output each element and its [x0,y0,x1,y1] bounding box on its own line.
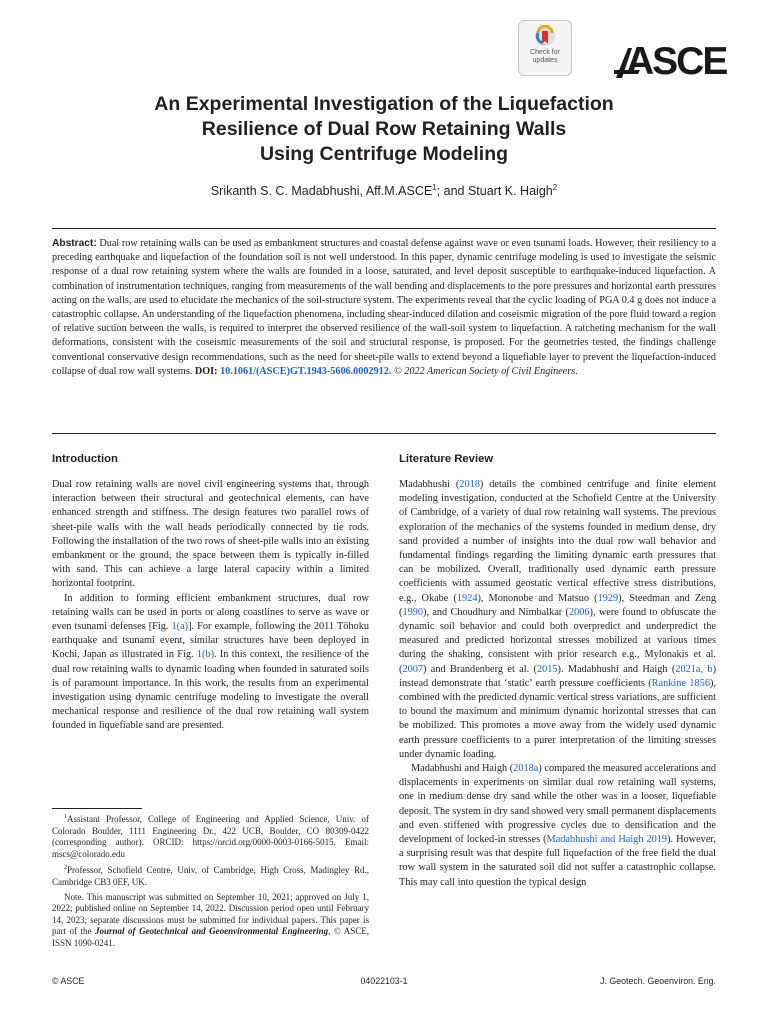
abstract [52,237,716,379]
literature-paragraph-2 [399,762,716,890]
citation-link[interactable]: 1924 [456,592,478,604]
literature-review-heading: Literature Review [399,453,494,465]
left-column [52,452,369,734]
citation-link[interactable]: 2007 [402,663,424,675]
paragraph-text: Madabhushi ( [399,479,460,490]
paragraph-text: ) details the combined centrifuge and finite element modeling investigation, conducted at the Schofield Centre at the University of Cambridge, of a variety of dual row retaining wall systems. The previous exploration of the mechanics of the systems founded in medium dense, dry sand provided a number of insights into the dual row wall behavior and fundamental findings regarding the limiting dynamic earth pressures that can be mobilized. Overall, traditionally used dynamic earth pressure coefficients with assumed geostatic vertical effective stress distributions, e.g., Okabe ( [399,479,716,604]
citation-link[interactable]: 2018 [459,479,480,490]
intro-p2-part-c: . In this context, the resilience of the dual row retaining walls to dynamic loading when founded in saturated soils is of paramount importance. In this work, the results from an experimental investigation using dynamic centrifuge modeling to investigate the overall mechanical response and resilience of the dual row retaining wall system founded in liquefiable sand are presented. [52,649,370,732]
note-text: Note. This manuscript was submitted on September 10, 2021; approved on July 1, 2022; published online on September 14, 2022. Discussion period open until February 14, 2023; separate discussions must be submitted for individual papers. This paper is part of the [52,891,369,937]
journal-name: Journal of Geotechnical and Geoenvironmental Engineering [95,926,329,937]
figure-ref-1b[interactable]: 1(b) [196,649,215,661]
paragraph-text: ), and Choudhury and Nimbalkar ( [423,606,569,618]
footnote-2-mark: 2 [64,865,67,872]
citation-link[interactable]: 2006 [568,606,590,618]
paragraph-text: ), Mononobe and Matsuo ( [477,592,598,604]
footer-publisher: © ASCE [52,976,85,986]
author-1: Srikanth S. C. Madabhushi, Aff.M.ASCE [210,184,433,199]
badge-line-2: updates [532,57,558,64]
abstract-body: Dual row retaining walls can be used as embankment structures and coastal defense against wave or even tsunami loads. However, their resiliency to a preceding earthquake and liquefaction of the foundation soil is not well understood. In this paper, dynamic centrifuge modeling is used to investigate the seismic response of a dual row retaining system where the walls are founded in a loose, saturated, and level deposit susceptible to earthquake-induced liquefaction. A combination of instrumentation techniques, ranging from measurements of the wall bending and displacements to the pore pressures and horizontal earth pressures acting on the walls, are used to elucidate the mechanics of the soil-structure system. The experiments reveal that the cyclic loading of PGA 0.4 g does not induce a catastrophic collapse. An understanding of the liquefaction phenomena, including shear-induced dilation and coseismic migration of the pore fluid toward a region of relative suction between the walls, is required to interpret the observed resilience of the wall-soil system to liquefaction. A ratcheting mechanism for the wall deformations, consistent with the coseismic measurements of the soil and structural response, is proposed. For the geometries tested, the findings challenge conventional conservative design recommendations, such as the need for sheet-pile walls to extend beyond a liquefiable layer to prevent the liquefaction-induced collapse of dual row wall systems. [52,238,716,377]
footnotes [52,812,369,953]
author-list [84,180,684,199]
badge-line-1: Check for [530,49,560,56]
abstract-box [52,228,716,434]
footnote-2 [52,863,369,888]
note-end: , © ASCE, ISSN 1090-0241. [52,926,369,948]
footnote-1-mark: 1 [64,814,67,820]
page-footer [52,975,716,987]
paragraph-text: ) and Brandenberg et al. ( [423,663,537,675]
paragraph-text: ), combined with the predicted dynamic vertical stress variations, are sufficient to bound the maximum and minimum dynamic horizontal stresses that can be mobilized. This promotes a move away from the widely used dynamic earth pressure coefficients to a purer interpretation of the limiting stresses under dynamic loading. [399,677,716,760]
paragraph-text: Madabhushi and Haigh ( [411,763,514,775]
author-separator: ; and [436,184,468,199]
title-line-3: Using Centrifuge Modeling [259,143,509,165]
check-for-updates-badge[interactable] [518,20,572,76]
introduction-heading: Introduction [52,453,118,465]
right-column [399,452,716,890]
manuscript-note [52,892,369,950]
citation-link[interactable]: Madabhushi and Haigh 2019 [546,834,668,846]
asce-logo-text: ASCE [626,40,727,83]
paragraph-text: ), Steedman and Zeng ( [399,592,716,618]
author-2-affiliation-mark[interactable]: 2 [552,183,558,192]
paragraph-text: ) compared the measured accelerations and displacements in experiments on similar dual row retaining wall systems, one in medium dense dry sand while the other was in a looser, liquefiable deposit. The system in dry sand showed very small permanent displacements and even stiffened with progressive cycles due to densification and the development of locked-in stresses ( [399,763,717,846]
doi-link[interactable]: 10.1061/(ASCE)GT.1943-5606.0002912. [220,365,392,377]
bookmark-ribbon-icon [534,25,556,49]
citation-link[interactable]: 1990 [402,606,424,618]
citation-link[interactable]: 2018a [513,763,539,775]
paper-title [84,92,684,167]
paragraph-text: ). However, a surprising result was that despite full liquefaction of the free field the dual row wall system in the saturated soil did not suffer a catastrophic collapse. This may call into question the typical design [399,834,716,888]
doi-label: DOI: [194,365,218,377]
introduction-paragraph-2 [52,592,369,734]
paragraph-text: ), were found to obfuscate the dynamic soil behavior and could both overpredict and underpredict the measured and predicted horizontal stresses mobilized at various times during the shaking, consistent with prior research e.g., Mylonakis et al. ( [399,606,716,675]
title-line-2: Resilience of Dual Row Retaining Walls [201,118,567,140]
citation-link[interactable]: 2015 [536,663,558,675]
abstract-label: Abstract: [52,238,97,249]
author-1-affiliation-mark[interactable]: 1 [432,183,437,192]
footnote-1-text: Assistant Professor, College of Engineering and Applied Science, Univ. of Colorado Boulder, 1111 Engineering Dr., 422 UCB, Boulder, CO 80309-0422 (corresponding author). ORCID: https://orcid.org/0000-0003-0166-5015. Email: mscs@colorado.edu [52,814,369,859]
footnote-1 [52,812,369,860]
intro-p2-part-a: In addition to forming efficient embankment structures, dual row retaining walls can be used in ports or along coastlines to serve as wave or even tsunami defenses [Fig. [52,592,369,633]
title-line-1: An Experimental Investigation of the Liquefaction [154,93,614,115]
paragraph-text: ) instead demonstrate that ‘static’ earth pressure coefficients ( [399,663,717,689]
footer-journal-abbrev: J. Geotech. Geoenviron. Eng. [600,976,716,986]
citation-link[interactable]: 2021a, b [675,663,713,675]
paragraph-text: ). Madabhushi and Haigh ( [557,663,676,675]
citation-link[interactable]: Rankine 1856 [651,677,710,689]
copyright-notice: © 2022 American Society of Civil Engineers. [393,365,578,377]
asce-logo [614,40,727,84]
intro-p2-part-b: ]. For example, following the 2011 Tōhoku earthquake and tsunami event, similar structures have been deployed in Kochi, Japan as illustrated in Fig. [52,621,369,661]
author-2: Stuart K. Haigh [467,184,553,199]
introduction-paragraph-1: Dual row retaining walls are novel civil engineering systems that, through interaction between their structural and geotechnical elements, can have enhanced strength and stiffness. The design features two parallel rows of sheet-pile walls with the wall heads periodically connected by tie rods. Following the installation of the two rows of sheet-pile walls into an existing embankment or the ground, the space between them is typically in-filled with sand. This can achieve a large lateral capacity within a limited horizontal footprint. [52,479,369,590]
literature-paragraph-1 [399,478,716,762]
citation-link[interactable]: 1929 [597,592,619,604]
footer-article-number: 04022103-1 [360,976,408,986]
footnote-divider [52,808,142,809]
figure-ref-1a[interactable]: 1(a) [171,621,189,633]
footnote-2-text: Professor, Schofield Centre, Univ. of Cambridge, High Cross, Madingley Rd., Cambridge CB3 0EF, UK. [52,865,369,887]
